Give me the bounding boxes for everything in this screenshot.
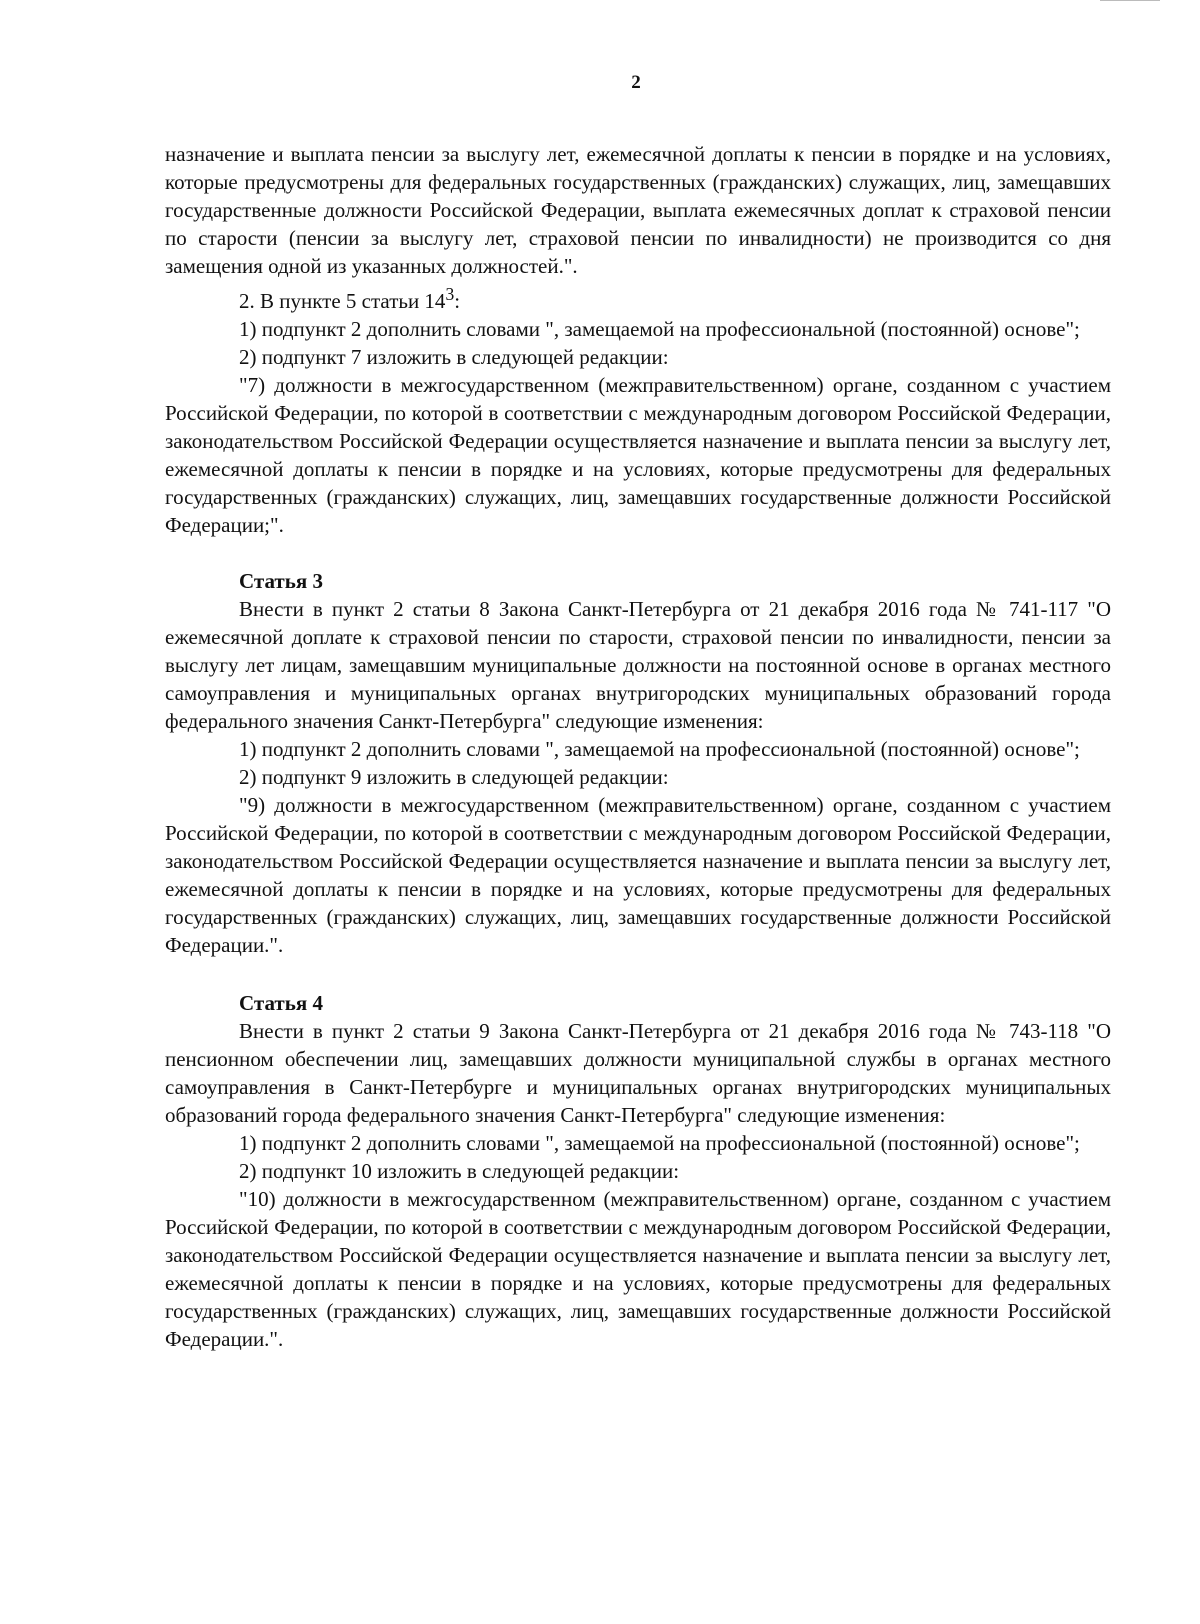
page-number: 2 [631, 72, 641, 93]
article-3-quote: "9) должности в межгосударственном (межправительственном) органе, созданном с участием Российской Федерации, по которой в соответствии с международным договором Российской Федерации, законодательством Российской Федерации осуществляется назначение и выплата пенсии за выслугу лет, ежемесячной доплаты к пенсии в порядке и на условиях, которые предусмотрены для федеральных государственных (гражданских) служащих, лиц, замещавших государственные должности Российской Федерации.". [165, 793, 1111, 957]
article-4-heading: Статья 4 [239, 991, 323, 1015]
article-4-intro: Внести в пункт 2 статьи 9 Закона Санкт-Петербурга от 21 декабря 2016 года № 743-118 "О пенсионном обеспечении лиц, замещавших должности муниципальной службы в органах местного самоуправления в Санкт-Петербурге и муниципальных органах внутригородских муниципальных образований города федерального значения Санкт-Петербурга" следующие изменения: [165, 1019, 1111, 1127]
item-2-suffix: : [454, 289, 461, 313]
article-3-heading: Статья 3 [239, 569, 323, 593]
article-4-subitem-1: 1) подпункт 2 дополнить словами ", замещаемой на профессиональной (постоянной) основе"; [239, 1131, 1080, 1155]
scan-mark [1100, 0, 1160, 9]
item-2-text: 2. В пункте 5 статьи 14 [239, 289, 446, 313]
document-body [165, 140, 1111, 1353]
spacer [165, 539, 1111, 567]
article-4-quote: "10) должности в межгосударственном (межправительственном) органе, созданном с участием Российской Федерации, по которой в соответствии с международным договором Российской Федерации, законодательством Российской Федерации осуществляется назначение и выплата пенсии за выслугу лет, ежемесячной доплаты к пенсии в порядке и на условиях, которые предусмотрены для федеральных государственных (гражданских) служащих, лиц, замещавших государственные должности Российской Федерации.". [165, 1187, 1111, 1351]
article-3-intro: Внести в пункт 2 статьи 8 Закона Санкт-Петербурга от 21 декабря 2016 года № 741-117 "О ежемесячной доплате к страховой пенсии по старости, страховой пенсии по инвалидности, пенсии за выслугу лет лицам, замещавшим муниципальные должности на постоянной основе в органах местного самоуправления и муниципальных органах внутригородских муниципальных образований города федерального значения Санкт-Петербурга" следующие изменения: [165, 597, 1111, 733]
continuation-paragraph: назначение и выплата пенсии за выслугу лет, ежемесячной доплаты к пенсии в порядке и на условиях, которые предусмотрены для федеральных государственных (гражданских) служащих, лиц, замещавших государственные должности Российской Федерации, выплата ежемесячных доплат к страховой пенсии по старости (пенсии за выслугу лет, страховой пенсии по инвалидности) не производится со дня замещения одной из указанных должностей.". [165, 142, 1111, 278]
article-3-subitem-2: 2) подпункт 9 изложить в следующей редакции: [239, 765, 669, 789]
subitem-1-paragraph: 1) подпункт 2 дополнить словами ", замещаемой на профессиональной (постоянной) основе"; [239, 317, 1080, 341]
quote-paragraph: "7) должности в межгосударственном (межправительственном) органе, созданном с участием Российской Федерации, по которой в соответствии с международным договором Российской Федерации, законодательством Российской Федерации осуществляется назначение и выплата пенсии за выслугу лет, ежемесячной доплаты к пенсии в порядке и на условиях, которые предусмотрены для федеральных государственных (гражданских) служащих, лиц, замещавших государственные должности Российской Федерации;". [165, 373, 1111, 537]
article-3-subitem-1: 1) подпункт 2 дополнить словами ", замещаемой на профессиональной (постоянной) основе"; [239, 737, 1080, 761]
subitem-2-paragraph: 2) подпункт 7 изложить в следующей редакции: [239, 345, 669, 369]
spacer [165, 959, 1111, 989]
article-4-subitem-2: 2) подпункт 10 изложить в следующей редакции: [239, 1159, 680, 1183]
item-2-paragraph [165, 280, 1111, 315]
item-2-superscript: 3 [445, 284, 455, 304]
